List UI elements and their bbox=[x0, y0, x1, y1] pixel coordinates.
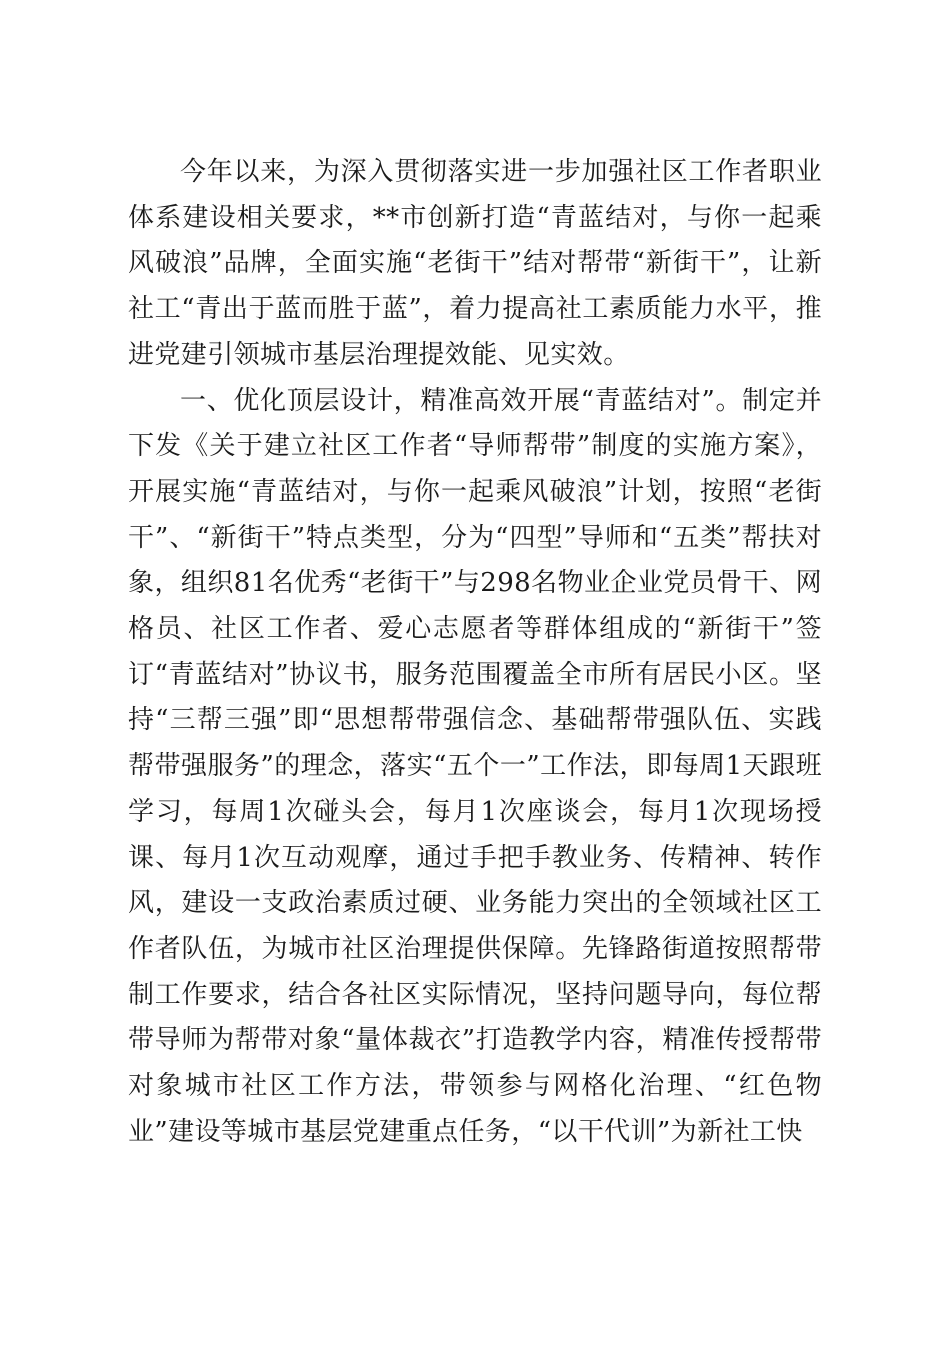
section-one-paragraph: 一、优化顶层设计，精准高效开展“青蓝结对”。制定并下发《关于建立社区工作者“导师帮带”制度的实施方案》，开展实施“青蓝结对，与你一起乘风破浪”计划，按照“老街干”、“新街干”特点类型，分为“四型”导师和“五类”帮扶对象，组织81名优秀“老街干”与298名物业企业党员骨干、网格员、社区工作者、爱心志愿者等群体组成的“新街干”签订“青蓝结对”协议书，服务范围覆盖全市所有居民小区。坚持“三帮三强”即“思想帮带强信念、基础帮带强队伍、实践帮带强服务”的理念，落实“五个一”工作法，即每周1天跟班学习，每周1次碰头会，每月1次座谈会，每月1次现场授课、每月1次互动观摩，通过手把手教业务、传精神、转作风，建设一支政治素质过硬、业务能力突出的全领域社区工作者队伍，为城市社区治理提供保障。先锋路街道按照帮带制工作要求，结合各社区实际情况，坚持问题导向，每位帮带导师为帮带对象“量体裁衣”打造教学内容，精准传授帮带对象城市社区工作方法，带领参与网格化治理、“红色物业”建设等城市基层党建重点任务，“以干代训”为新社工快 bbox=[128, 385, 822, 1147]
intro-paragraph: 今年以来，为深入贯彻落实进一步加强社区工作者职业体系建设相关要求，**市创新打造“青蓝结对，与你一起乘风破浪”品牌，全面实施“老街干”结对帮带“新街干”，让新社工“青出于蓝而胜于蓝”，着力提高社工素质能力水平，推进党建引领城市基层治理提效能、见实效。 bbox=[128, 157, 822, 370]
document-body bbox=[128, 150, 822, 1155]
